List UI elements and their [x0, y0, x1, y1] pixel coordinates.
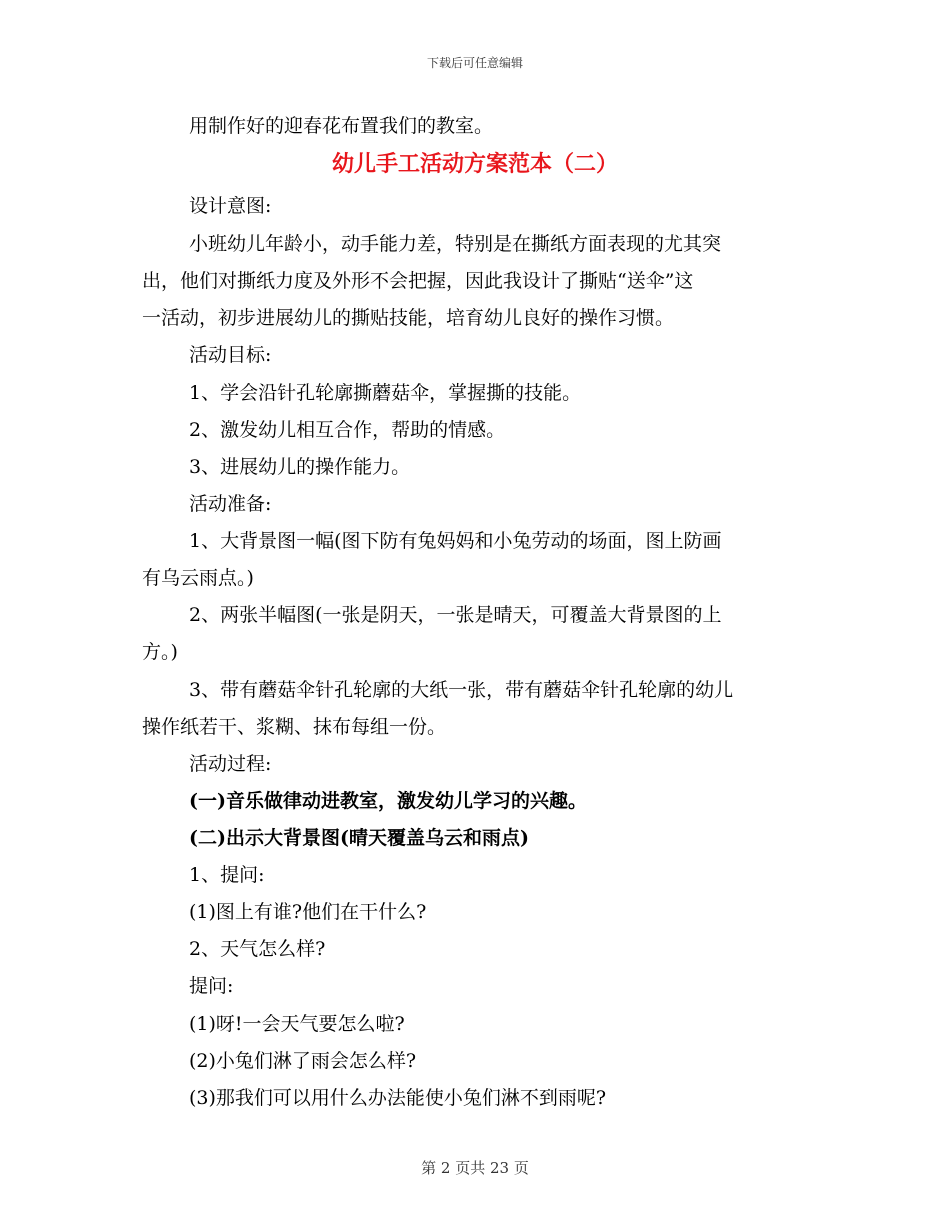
paragraph-line: 用制作好的迎春花布置我们的教室。 — [189, 115, 494, 137]
page-footer-page-number: 第 2 页共 23 页 — [421, 1159, 529, 1177]
section-heading-design-intent: 设计意图: — [189, 195, 272, 217]
document-title: 幼儿手工活动方案范本（二） — [331, 151, 618, 177]
paragraph-line: 出，他们对撕纸力度及外形不会把握，因此我设计了撕贴“送伞”这 — [142, 270, 694, 292]
question-item: (2)小兔们淋了雨会怎么样? — [189, 1050, 417, 1072]
list-item-continuation: 方。) — [142, 641, 178, 663]
list-item: 1、大背景图一幅(图下防有兔妈妈和小兔劳动的场面，图上防画 — [189, 530, 722, 552]
list-item: 2、激发幼儿相互合作，帮助的情感。 — [189, 419, 506, 441]
paragraph-line: 小班幼儿年龄小，动手能力差，特别是在撕纸方面表现的尤其突 — [189, 233, 722, 255]
list-item-continuation: 有乌云雨点。) — [142, 567, 254, 589]
page-header-note: 下载后可任意编辑 — [426, 56, 523, 70]
section-heading-goals: 活动目标: — [189, 344, 272, 366]
step-heading: (一)音乐做律动进教室，激发幼儿学习的兴趣。 — [189, 790, 587, 812]
question-item: (1)图上有谁?他们在干什么? — [189, 901, 427, 923]
section-heading-preparation: 活动准备: — [189, 493, 272, 515]
paragraph-line: 一活动，初步进展幼儿的撕贴技能，培育幼儿良好的操作习惯。 — [142, 307, 675, 329]
list-item: 1、提问: — [189, 864, 265, 886]
step-heading: (二)出示大背景图(晴天覆盖乌云和雨点) — [189, 827, 529, 849]
list-item: 2、两张半幅图(一张是阴天，一张是晴天，可覆盖大背景图的上 — [189, 604, 722, 626]
question-item: (1)呀!一会天气要怎么啦? — [189, 1013, 405, 1035]
question-item: (3)那我们可以用什么办法能使小兔们淋不到雨呢? — [189, 1087, 607, 1109]
list-item-continuation: 操作纸若干、浆糊、抹布每组一份。 — [142, 716, 447, 738]
list-item: 提问: — [189, 975, 234, 997]
list-item: 1、学会沿针孔轮廓撕蘑菇伞，掌握撕的技能。 — [189, 382, 582, 404]
list-item: 2、天气怎么样? — [189, 938, 326, 960]
list-item: 3、带有蘑菇伞针孔轮廓的大纸一张，带有蘑菇伞针孔轮廓的幼儿 — [189, 679, 734, 701]
section-heading-process: 活动过程: — [189, 753, 272, 775]
list-item: 3、进展幼儿的操作能力。 — [189, 456, 411, 478]
